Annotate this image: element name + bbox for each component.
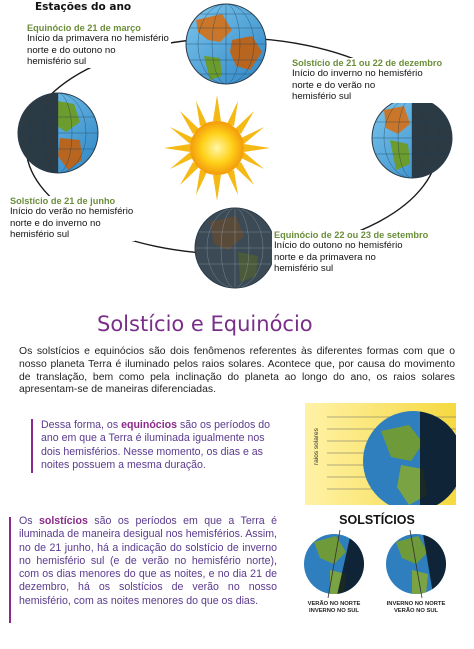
label-december-line1: Início do inverno no hemisfério [292,68,423,79]
seasons-diagram [0,0,474,300]
label-june-line2: norte e do inverno no [10,217,101,229]
label-december-head: Solstício de 21 ou 22 de dezembro [292,58,443,68]
label-december-line3: hemisfério sul [292,91,352,102]
label-september-line2: norte e da primavera no [274,251,376,263]
solstice-keyword: solstícios [38,515,88,527]
equinox-image-label [313,427,320,465]
solstice-lead: Os [19,515,39,527]
solstice-image-title: SOLSTÍCIOS [339,513,415,527]
equinox-rest: são os períodos do ano em que a Terra é iluminada igualmente nos dois hemisférios. Nesse momento, os dias e as noites possuem a mesma duração. [41,419,271,471]
equinox-keyword: equinócios [121,419,177,431]
equinox-image [305,403,456,505]
page-title: Solstício e Equinócio [97,312,313,336]
equinox-accent-bar [31,419,33,473]
label-september-head: Equinócio de 22 ou 23 de setembro [274,230,429,240]
solstice-paragraph [19,515,277,608]
label-march-line1: Início da primavera no hemisfério [27,33,169,44]
equinox-lead: Dessa forma, os [41,419,122,431]
earth-june-icon [18,93,98,173]
earth-december-icon [372,98,452,178]
equinox-paragraph [41,419,284,472]
label-june-head: Solstício de 21 de junho [10,196,116,206]
label-march-line3: hemisfério sul [27,56,87,67]
equinox-image-label-text: raios solares [313,428,320,465]
label-june-line3: hemisfério sul [10,229,70,240]
solstice-image [296,508,458,628]
label-march [27,23,171,68]
label-december [290,58,442,103]
earth-march-icon [186,4,266,84]
label-june-line1: Início do verão no hemisfério [10,206,134,217]
earth-september-icon [195,208,275,288]
caption-left-line1: VERÃO NO NORTE [307,601,361,607]
label-september-line1: Início do outono no hemisfério [274,240,403,251]
sun-icon [164,95,270,201]
label-march-line2: norte e do outono no [27,44,116,56]
label-june [10,196,135,241]
intro-paragraph: Os solstícios e equinócios são dois fenômenos referentes às diferentes formas com que o nosso planeta Terra é iluminado pelos raios solares. Acontece que, por causa do movimento de translação, bem como pela inclinação do planeta ao longo do ano, os raios solares apresentam-se de maneiras diferenciadas. [19,346,455,396]
label-march-head: Equinócio de 21 de março [27,23,141,33]
diagram-title: Estações do ano [35,1,132,13]
label-september-line3: hemisfério sul [274,263,334,274]
label-december-line2: norte e do verão no [292,79,376,91]
label-september [272,230,428,275]
caption-right-line2: VERÃO NO SUL [393,608,439,614]
solstice-illustration [296,508,458,628]
solstice-accent-bar [9,517,11,623]
caption-left-line2: INVERNO NO SUL [309,608,359,614]
equinox-illustration [305,403,456,505]
solstice-rest: são os períodos em que a Terra é iluminada de maneira desigual nos hemisférios. Assim, no de 21 junho, há a indicação do solstício de inverno no hemisfério sul (e de verão no hemisfério norte), com os dias menores do que as noites, e no dia 21 de dezembro, há os solstícios de verão no nosso hemisfério, com as noites menores do que os dias. [19,515,277,607]
caption-right-line1: INVERNO NO NORTE [386,601,446,607]
